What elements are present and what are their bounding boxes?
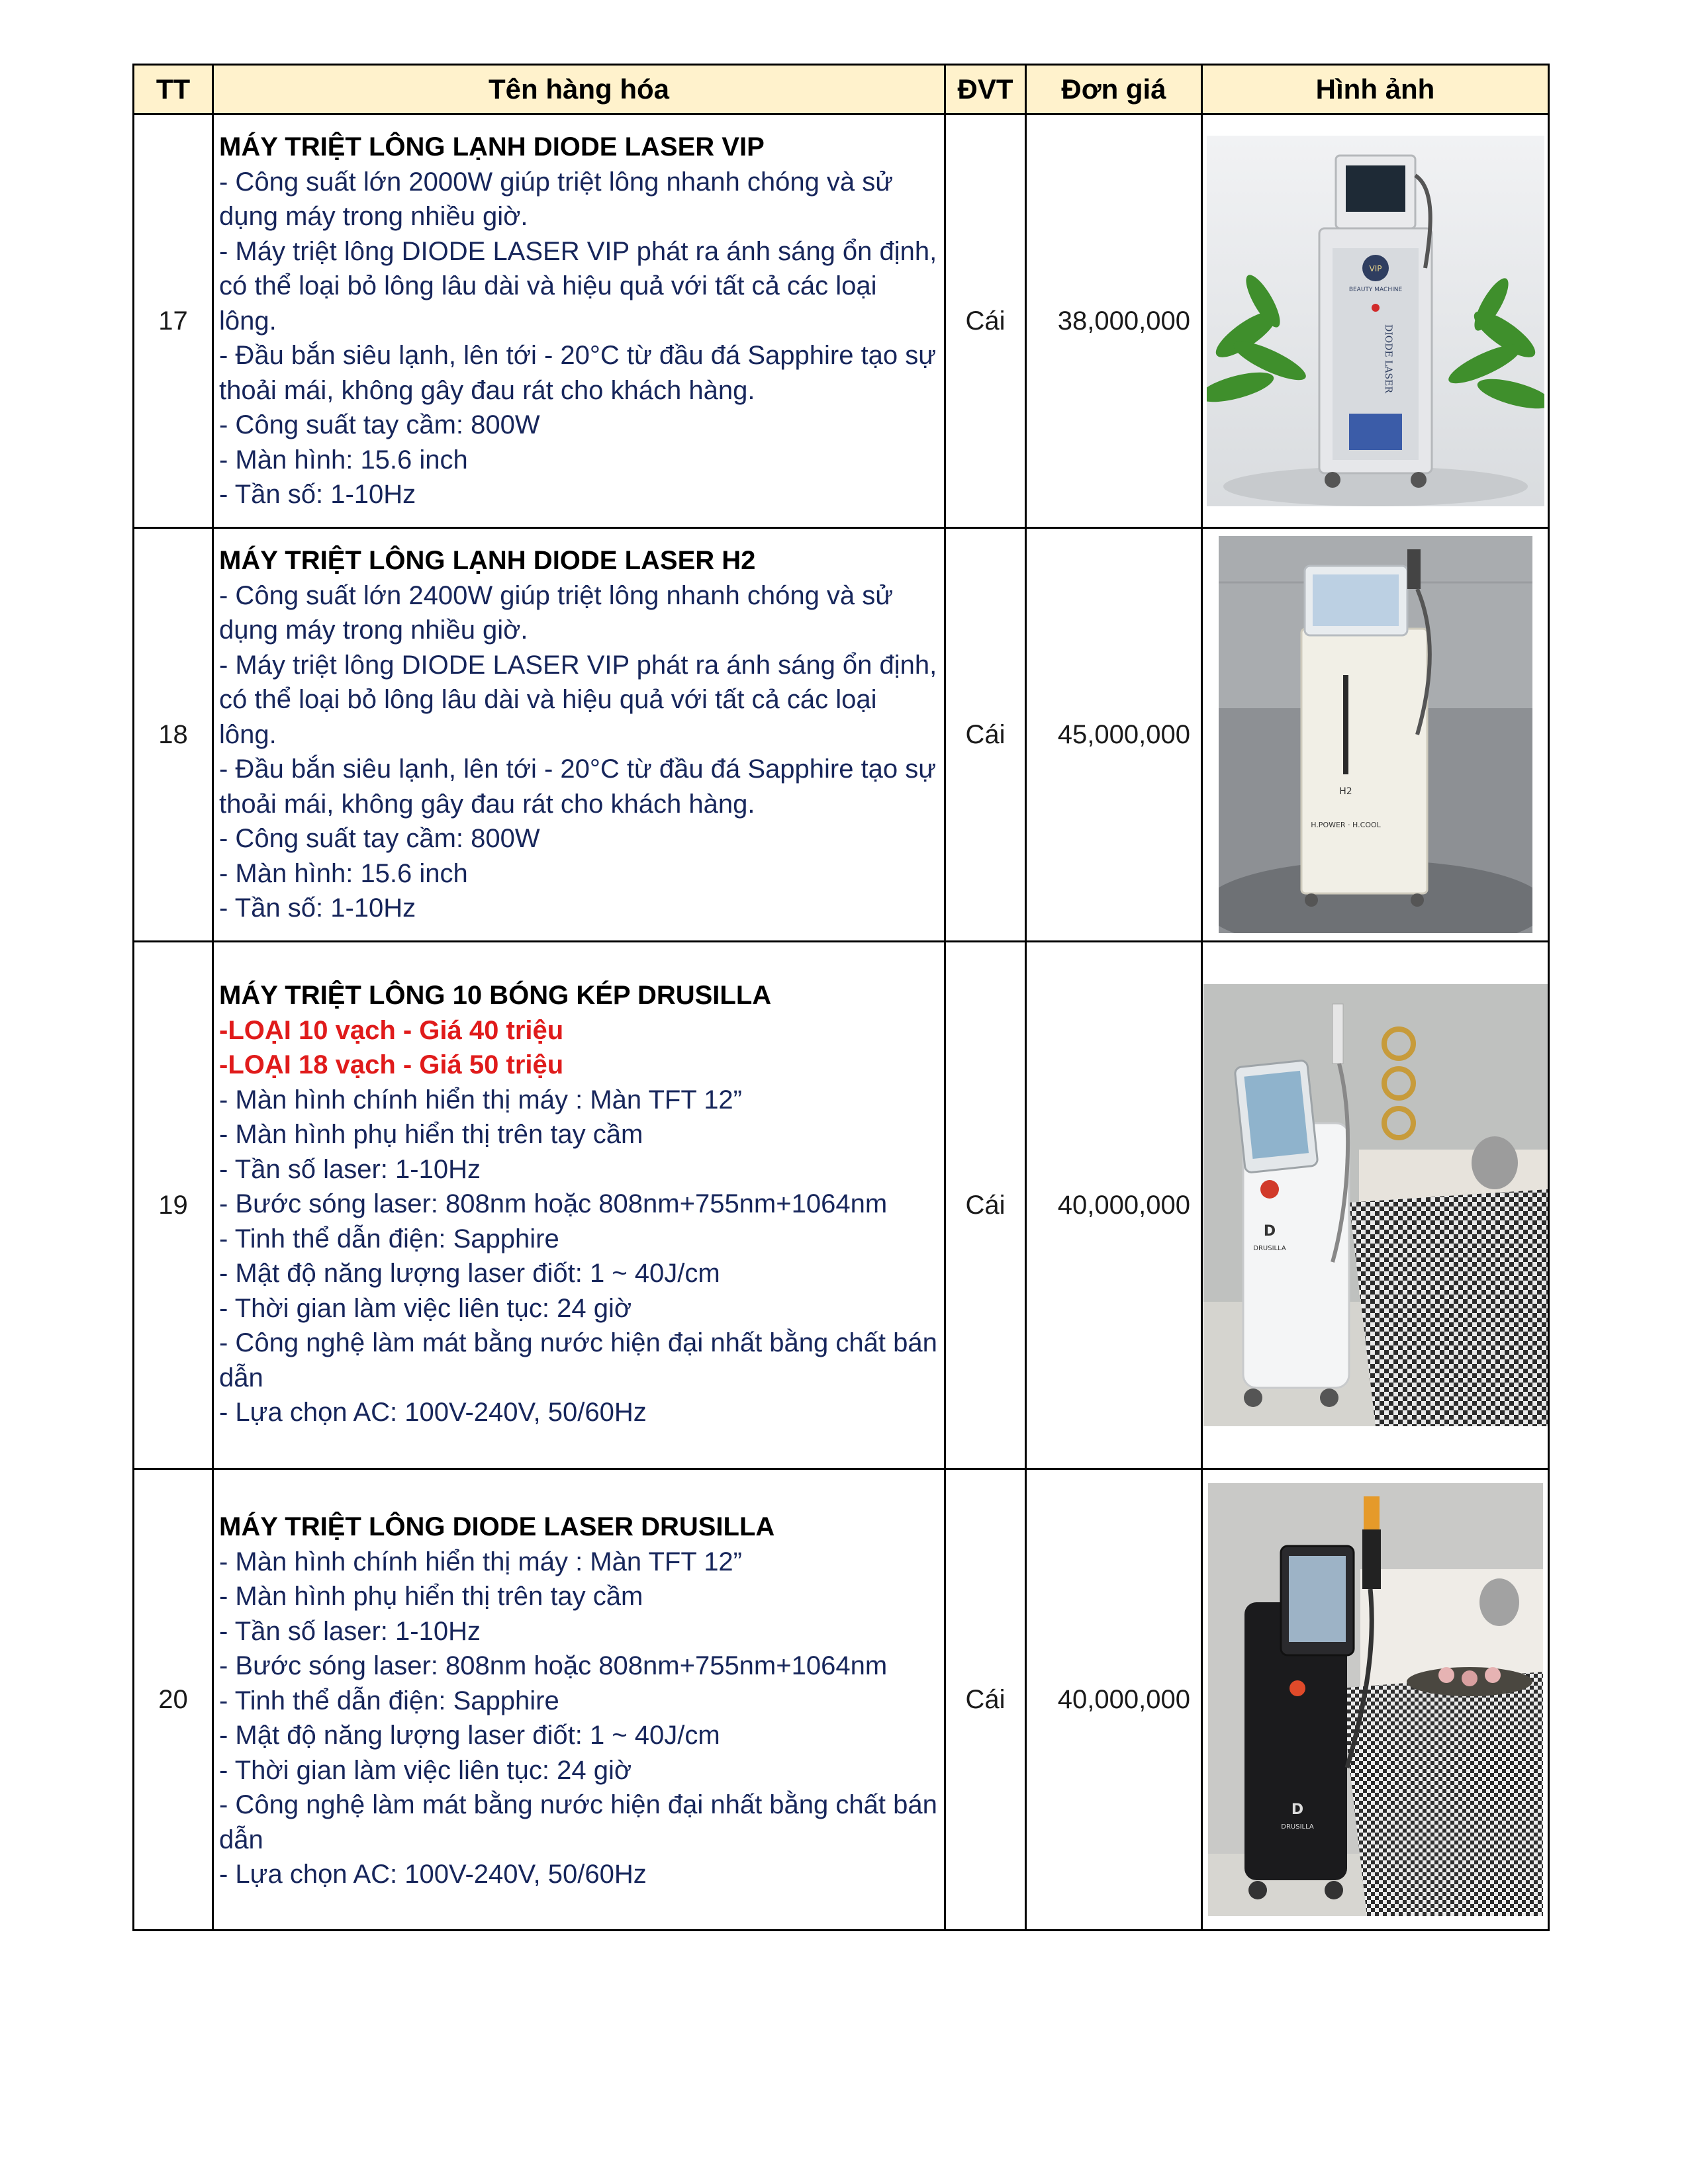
- feature-list: [219, 1545, 937, 1892]
- price-cell: 38,000,000: [1026, 114, 1202, 528]
- feature-item: - Tinh thể dẫn điện: Sapphire: [219, 1686, 559, 1715]
- image-label: BEAUTY MACHINE: [1348, 287, 1402, 293]
- image-cell: [1202, 942, 1549, 1469]
- feature-item: - Máy triệt lông DIODE LASER VIP phát ra ánh sáng ổn định, có thể loại bỏ lông lâu dài và hiệu quả với tất cả các loại lông.: [219, 650, 937, 749]
- product-description: [213, 942, 945, 1469]
- feature-item: - Công suất lớn 2400W giúp triệt lông nhanh chóng và sử dụng máy trong nhiều giờ.: [219, 580, 894, 645]
- row-number: 17: [134, 114, 213, 528]
- image-label: DRUSILLA: [1280, 1823, 1314, 1831]
- feature-list: [219, 165, 937, 512]
- feature-item: - Màn hình: 15.6 inch: [219, 858, 468, 888]
- feature-item: - Đầu bắn siêu lạnh, lên tới - 20°C từ đầu đá Sapphire tạo sự thoải mái, không gây đau rát cho khách hàng.: [219, 341, 937, 405]
- product-photo: [1208, 1483, 1543, 1916]
- feature-item: - Tần số laser: 1-10Hz: [219, 1154, 481, 1184]
- header-tt: TT: [134, 65, 213, 114]
- product-photo: [1203, 984, 1548, 1426]
- product-name: MÁY TRIỆT LÔNG LẠNH DIODE LASER H2: [219, 546, 756, 575]
- feature-item: - Đầu bắn siêu lạnh, lên tới - 20°C từ đầu đá Sapphire tạo sự thoải mái, không gây đau rát cho khách hàng.: [219, 754, 937, 819]
- image-label: H.POWER · H.COOL: [1310, 821, 1381, 829]
- variant-option: -LOẠI 10 vạch - Giá 40 triệu: [219, 1015, 564, 1045]
- variant-option: -LOẠI 18 vạch - Giá 50 triệu: [219, 1050, 564, 1079]
- feature-item: - Bước sóng laser: 808nm hoặc 808nm+755nm+1064nm: [219, 1651, 888, 1680]
- feature-item: - Công nghệ làm mát bằng nước hiện đại nhất bằng chất bán dẫn: [219, 1790, 937, 1854]
- image-label: H2: [1338, 786, 1352, 797]
- feature-item: - Màn hình phụ hiển thị trên tay cầm: [219, 1582, 643, 1611]
- unit-cell: Cái: [945, 528, 1026, 942]
- feature-item: - Tần số laser: 1-10Hz: [219, 1616, 481, 1646]
- price-cell: 40,000,000: [1026, 1469, 1202, 1931]
- product-photo: [1207, 136, 1544, 506]
- feature-list: [219, 1083, 937, 1430]
- product-description: [213, 114, 945, 528]
- feature-item: - Tần số: 1-10Hz: [219, 480, 416, 509]
- row-number: 19: [134, 942, 213, 1469]
- feature-item: - Tần số: 1-10Hz: [219, 893, 416, 923]
- feature-item: - Màn hình chính hiển thị máy : Màn TFT 12”: [219, 1085, 742, 1115]
- unit-cell: Cái: [945, 114, 1026, 528]
- table-row: [134, 528, 1549, 942]
- product-name: MÁY TRIỆT LÔNG LẠNH DIODE LASER VIP: [219, 132, 765, 161]
- feature-item: - Màn hình chính hiển thị máy : Màn TFT 12”: [219, 1547, 742, 1576]
- feature-item: - Thời gian làm việc liên tục: 24 giờ: [219, 1755, 632, 1785]
- feature-item: - Thời gian làm việc liên tục: 24 giờ: [219, 1293, 632, 1323]
- row-number: 18: [134, 528, 213, 942]
- table-row: [134, 1469, 1549, 1931]
- unit-cell: Cái: [945, 1469, 1026, 1931]
- image-label: DIODE LASER: [1382, 324, 1393, 393]
- feature-item: - Tinh thể dẫn điện: Sapphire: [219, 1224, 559, 1253]
- table-row: [134, 942, 1549, 1469]
- image-label: D: [1263, 1223, 1276, 1240]
- header-unit: ĐVT: [945, 65, 1026, 114]
- image-label: DRUSILLA: [1252, 1245, 1286, 1252]
- feature-item: - Mật độ năng lượng laser điốt: 1 ~ 40J/cm: [219, 1259, 720, 1288]
- feature-item: - Máy triệt lông DIODE LASER VIP phát ra ánh sáng ổn định, có thể loại bỏ lông lâu dài và hiệu quả với tất cả các loại lông.: [219, 236, 937, 336]
- feature-item: - Lựa chọn AC: 100V-240V, 50/60Hz: [219, 1398, 647, 1427]
- product-photo: [1219, 536, 1532, 933]
- unit-cell: Cái: [945, 942, 1026, 1469]
- product-name: MÁY TRIỆT LÔNG 10 BÓNG KÉP DRUSILLA: [219, 981, 772, 1010]
- feature-list: [219, 578, 937, 926]
- feature-item: - Lựa chọn AC: 100V-240V, 50/60Hz: [219, 1860, 647, 1889]
- table-header-row: [134, 65, 1549, 114]
- price-cell: 40,000,000: [1026, 942, 1202, 1469]
- table-row: [134, 114, 1549, 528]
- header-unit-price: Đơn giá: [1026, 65, 1202, 114]
- image-cell: [1202, 528, 1549, 942]
- product-name: MÁY TRIỆT LÔNG DIODE LASER DRUSILLA: [219, 1512, 775, 1541]
- image-cell: [1202, 114, 1549, 528]
- image-label: D: [1291, 1801, 1303, 1818]
- price-table: [132, 64, 1550, 1931]
- image-label: VIP: [1369, 264, 1382, 273]
- header-product-name: Tên hàng hóa: [213, 65, 945, 114]
- price-cell: 45,000,000: [1026, 528, 1202, 942]
- feature-item: - Màn hình phụ hiển thị trên tay cầm: [219, 1120, 643, 1149]
- feature-item: - Công suất lớn 2000W giúp triệt lông nhanh chóng và sử dụng máy trong nhiều giờ.: [219, 167, 894, 231]
- feature-item: - Màn hình: 15.6 inch: [219, 445, 468, 475]
- header-image: Hình ảnh: [1202, 65, 1549, 114]
- row-number: 20: [134, 1469, 213, 1931]
- product-description: [213, 1469, 945, 1931]
- feature-item: - Bước sóng laser: 808nm hoặc 808nm+755nm+1064nm: [219, 1189, 888, 1218]
- feature-item: - Mật độ năng lượng laser điốt: 1 ~ 40J/cm: [219, 1721, 720, 1750]
- product-description: [213, 528, 945, 942]
- image-cell: [1202, 1469, 1549, 1931]
- feature-item: - Công suất tay cầm: 800W: [219, 410, 540, 439]
- feature-item: - Công suất tay cầm: 800W: [219, 824, 540, 853]
- feature-item: - Công nghệ làm mát bằng nước hiện đại nhất bằng chất bán dẫn: [219, 1328, 937, 1392]
